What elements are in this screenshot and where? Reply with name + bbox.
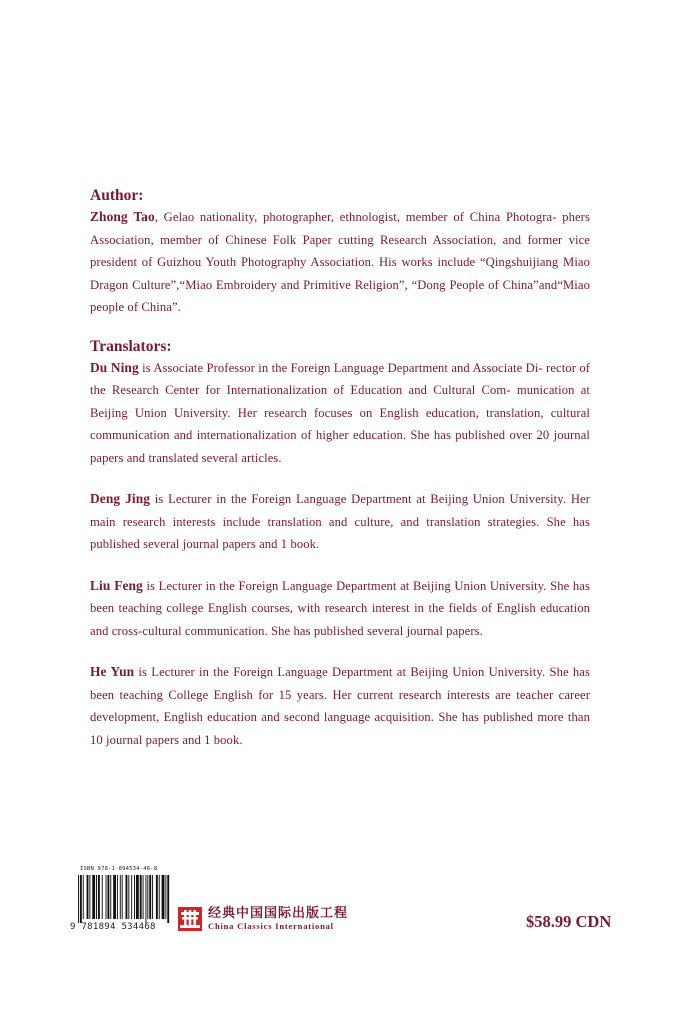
barcode-bar — [106, 875, 107, 919]
barcode-bar — [131, 875, 132, 919]
translator-bio-text: is Lecturer in the Foreign Language Department at Beijing Union University. Her main research interests include translation and culture, and translation strategies. She has published several journal papers and 1 book. — [90, 492, 591, 551]
translator-bio — [90, 488, 590, 556]
author-bio-text: , Gelao nationality, photographer, ethnologist, member of China Photogra- phers Association, member of Chinese Folk Paper cutting Research Association, and former vice president of Guizhou Youth Photography Association. His works include “Qingshuijiang Miao Dragon Culture”,“Miao Embroidery and Primitive Religion”, “Dong People of China”and“Miao people of China”. — [90, 210, 590, 314]
barcode-bar — [134, 875, 135, 919]
barcode-bar — [120, 875, 121, 919]
barcode-bar — [156, 875, 158, 919]
barcode-bar — [167, 875, 169, 923]
author-heading: Author: — [90, 187, 144, 204]
author-bio — [90, 206, 590, 319]
translator-bio — [90, 575, 590, 643]
barcode-bar — [126, 875, 128, 919]
china-classics-logo-icon — [178, 907, 202, 931]
barcode-bar — [83, 875, 84, 919]
translator-bio-text: is Lecturer in the Foreign Language Department at Beijing Union University. She has been teaching College English for 15 years. Her current research interests are teacher career development, English education and second language acquisition. She has published more than 10 journal papers and 1 book. — [90, 665, 591, 747]
isbn-barcode — [70, 866, 172, 934]
translator-name: Deng Jing — [90, 491, 151, 506]
barcode-bar — [98, 875, 100, 919]
isbn-label: ISBN 978-1-894534-46-8 — [80, 866, 158, 872]
author-name: Zhong Tao — [90, 209, 155, 224]
barcode-bar — [152, 875, 153, 919]
barcode-bar — [107, 875, 109, 919]
barcode-bar — [80, 875, 82, 923]
barcode-bar — [140, 875, 142, 919]
barcode-bar — [117, 875, 118, 919]
barcode-bar — [122, 875, 123, 919]
translators-heading: Translators: — [90, 337, 172, 355]
barcode-bar — [92, 875, 95, 919]
translator-name: Liu Feng — [90, 577, 143, 593]
barcode-bar — [96, 875, 97, 919]
author-section — [90, 186, 590, 319]
publisher-imprint — [178, 906, 348, 932]
publisher-chinese-name: 经典中国国际出版工程 — [208, 906, 349, 921]
barcode-bar — [89, 875, 90, 919]
translator-bio — [90, 661, 590, 751]
price-label: $58.99 CDN — [526, 912, 612, 931]
translator-bio-text: is Lecturer in the Foreign Language Department at Beijing Union University. She has been teaching college English courses, with research interest in the fields of English education and cross-cultural communication. She has published several journal papers. — [90, 578, 590, 638]
barcode-bar — [113, 875, 116, 919]
barcode-bars — [78, 875, 170, 923]
barcode-bar — [145, 875, 146, 923]
translator-name: Du Ning — [90, 359, 139, 375]
translators-section — [90, 337, 590, 752]
translator-bio — [90, 357, 590, 470]
translator-name: He Yun — [90, 664, 135, 679]
main-text — [90, 186, 590, 751]
barcode-bar — [110, 875, 111, 919]
barcode-bar — [165, 875, 166, 919]
barcode-bar — [102, 875, 103, 919]
barcode-bar — [78, 875, 79, 923]
barcode-bar — [147, 875, 148, 919]
barcode-bar — [136, 875, 139, 919]
translator-bio-text: is Associate Professor in the Foreign Language Department and Associate Di- rector of the Research Center for Internationalization of Education and Cultural Com- munication at Beijing Union University. Her research focuses on English education, translation, cultural communication and internationalization of higher education. She has published over 20 journal papers and translated several articles. — [90, 360, 591, 465]
barcode-bar — [159, 875, 160, 919]
barcode-bar — [128, 875, 129, 919]
barcode-bar — [149, 875, 151, 919]
publisher-english-name: China Classics International — [208, 921, 334, 931]
barcode-bar — [87, 875, 89, 919]
barcode-bar — [162, 875, 165, 919]
isbn-digits: 9 781894 534468 — [70, 922, 156, 932]
barcode-bar — [143, 875, 144, 919]
